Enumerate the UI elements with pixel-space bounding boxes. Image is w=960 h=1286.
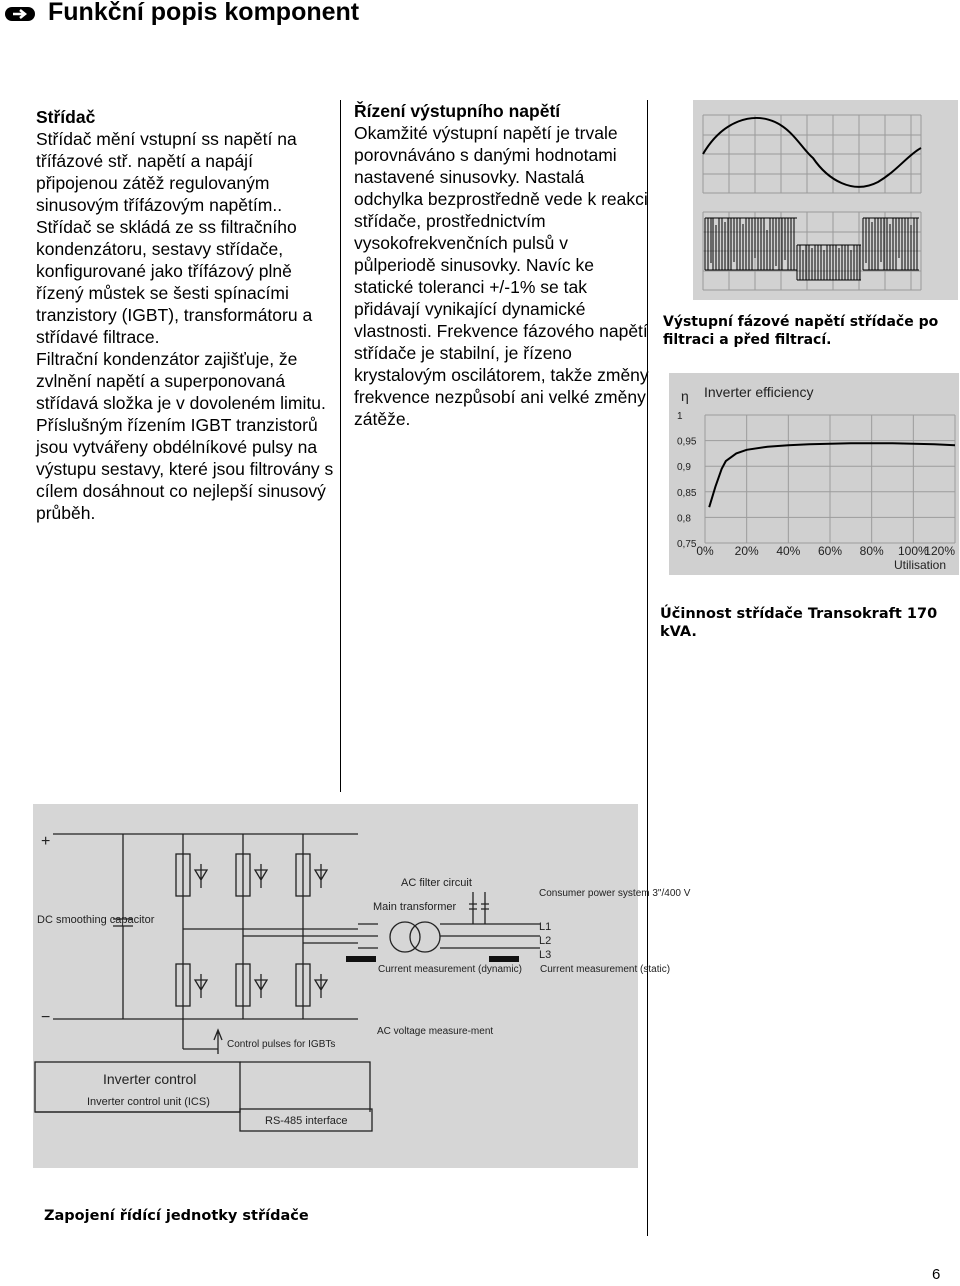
ac-filter-label: AC filter circuit [401, 877, 472, 889]
control-pulses-label: Control pulses for IGBTs [227, 1039, 336, 1050]
minus-label: − [41, 1009, 51, 1026]
current-static-label: Current measurement (static) [540, 964, 671, 975]
y-tick-label: 0,9 [677, 462, 691, 474]
x-tick-label: 20% [734, 544, 759, 558]
chart-ylabel: η [681, 388, 689, 404]
arrow-badge-icon [4, 4, 38, 24]
section-heading: Střídač [36, 107, 96, 127]
paragraph: Okamžité výstupní napětí je trvale porovnáváno s danými hodnotami nastavené sinusovky. Nastalá odchylka bezprostředně vede k reakci střídače, prostřednictvím vysokofrekvenčních pulsů v půlperiodě sinusovky. Navíc ke statické toleranci +/-1% se tak přidávají vynikající dynamické vlastnosti. Frekvence fázového napětí střídače je stabilní, je řízeno krystalovým oscilátorem, takže změny frekvence nezpůsobí ani velké změny zátěže. [354, 123, 649, 429]
x-tick-label: 0% [696, 544, 714, 558]
chart-title: Inverter efficiency [704, 384, 814, 400]
paragraph: Filtrační kondenzátor zajišťuje, že zvlnění napětí a superponovaná střídavá složka je v dovoleném limitu. [36, 349, 326, 413]
section-heading: Řízení výstupního napětí [354, 101, 561, 121]
y-tick-label: 1 [677, 411, 683, 422]
page-number: 6 [932, 1266, 941, 1283]
chart-x-ticks [696, 544, 955, 558]
plus-label: + [41, 833, 51, 850]
inverter-control-label: Inverter control [103, 1071, 197, 1087]
current-dynamic-label: Current measurement (dynamic) [378, 964, 522, 975]
phase-l1-label: L1 [539, 921, 552, 933]
page-header [0, 0, 960, 30]
dc-capacitor-label: DC smoothing capacitor [37, 914, 155, 926]
page-title: Funkční popis komponent [48, 0, 360, 26]
x-tick-label: 60% [817, 544, 843, 558]
circuit-caption: Zapojení řídící jednotky střídače [44, 1208, 309, 1224]
rs485-label: RS-485 interface [265, 1115, 348, 1127]
y-tick-label: 0,75 [677, 539, 697, 550]
efficiency-chart [669, 373, 959, 575]
consumer-label: Consumer power system 3"/400 V [539, 888, 691, 899]
x-tick-label: 80% [859, 544, 884, 558]
y-tick-label: 0,95 [677, 436, 697, 448]
x-tick-label: 120% [924, 544, 955, 558]
efficiency-caption: Účinnost střídače Transokraft 170 kVA. [660, 606, 938, 640]
x-tick-label: 40% [776, 544, 801, 558]
y-tick-label: 0,8 [677, 513, 691, 525]
inverter-section [36, 106, 336, 524]
voltage-control-section [354, 100, 654, 430]
main-transformer-label: Main transformer [373, 901, 457, 913]
chart-xlabel: Utilisation [894, 558, 947, 572]
ics-label: Inverter control unit (ICS) [87, 1096, 210, 1108]
phase-l3-label: L3 [539, 949, 552, 961]
waveform-figure [693, 100, 958, 300]
column-divider [340, 100, 341, 792]
phase-l2-label: L2 [539, 935, 552, 947]
x-tick-label: 100% [897, 544, 929, 558]
paragraph: Střídač mění vstupní ss napětí na třífázové stř. napětí a napájí připojenou zátěž regulovaným sinusovým třífázovým napětím.. Střídač se skládá ze ss filtračního kondenzátoru, sestavy střídače, konfigurované jako třífázový plně řízený můstek se šesti spínacími tranzistory (IGBT), transformátoru a střídavé filtrace. [36, 129, 313, 347]
ac-voltage-label: AC voltage measure-ment [377, 1026, 494, 1037]
paragraph: Příslušným řízením IGBT tranzistorů jsou vytvářeny obdélníkové pulsy na výstupu sestavy, které jsou filtrovány s cílem dosáhnout co nejlepší sinusový průběh. [36, 415, 334, 523]
y-tick-label: 0,85 [677, 487, 697, 499]
waveform-caption: Výstupní fázové napětí střídače po filtraci a před filtrací. [663, 314, 939, 348]
inverter-circuit-diagram [33, 804, 691, 1168]
